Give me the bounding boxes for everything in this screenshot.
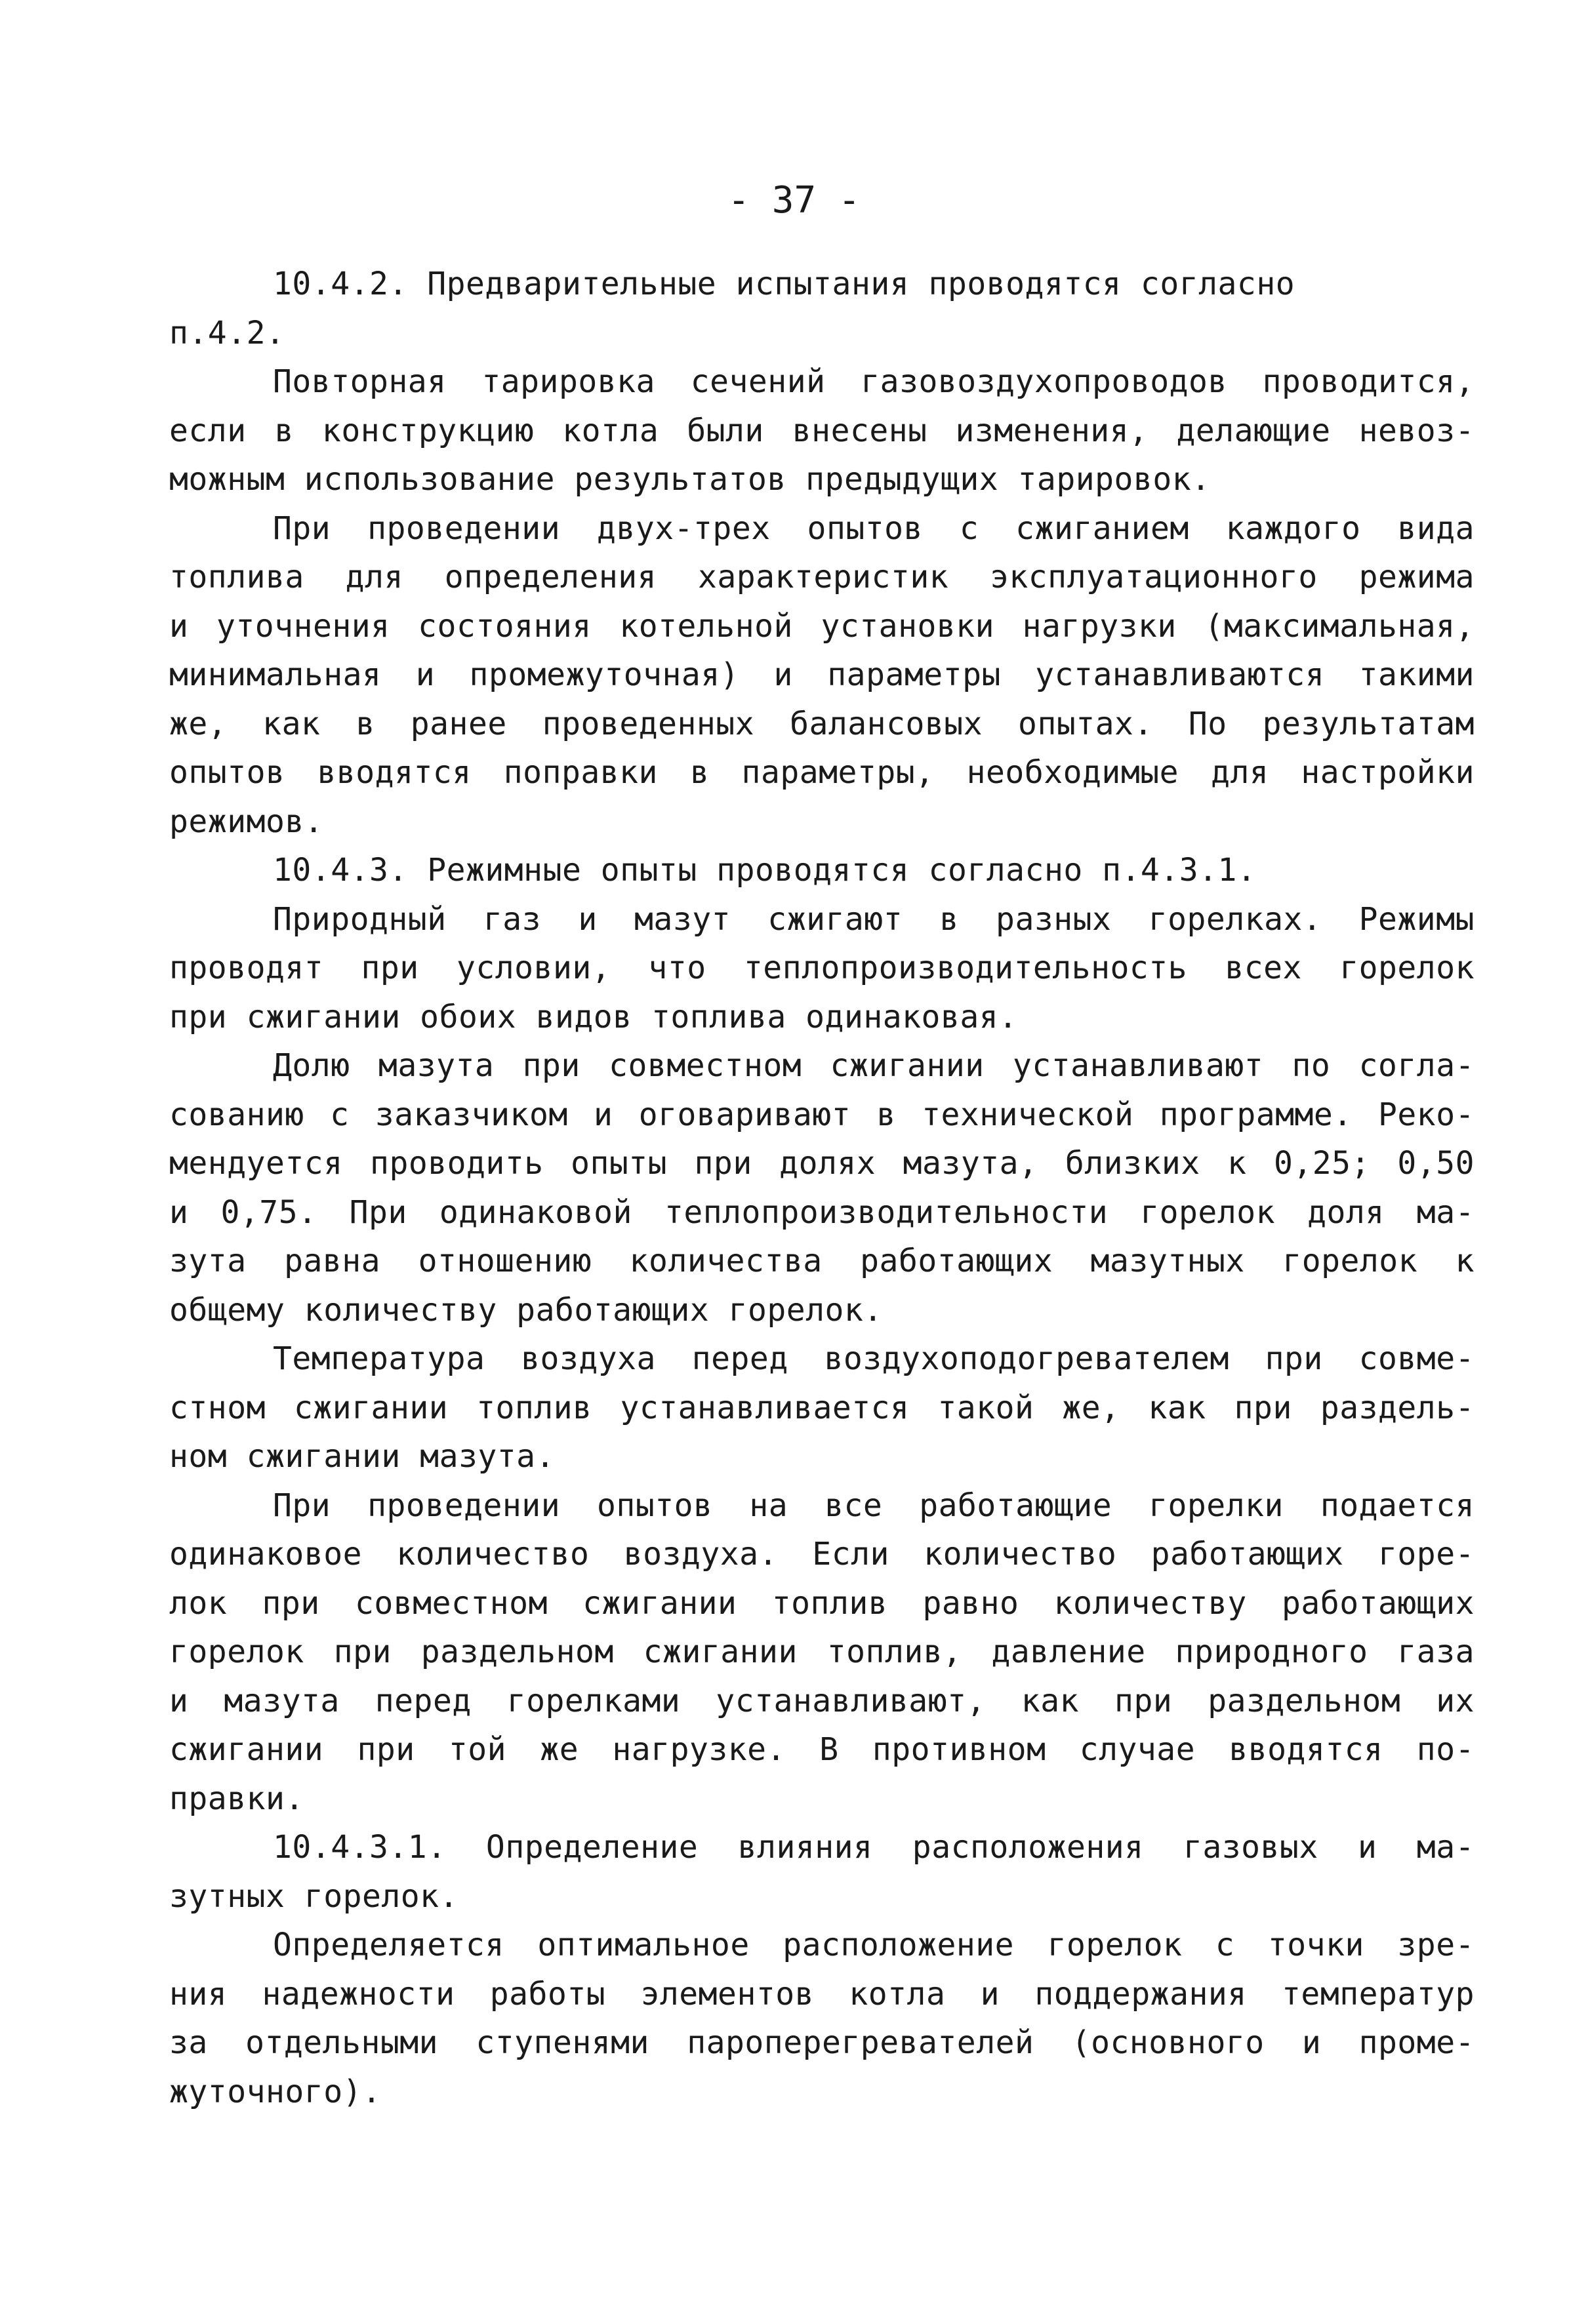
text-line: же, как в ранее проведенных балансовых опытах. По результатам bbox=[169, 705, 1475, 742]
text-line: лок при совместном сжигании топлив равно количеству работающих bbox=[169, 1584, 1475, 1622]
text-line: зутных горелок. bbox=[169, 1877, 458, 1915]
text-line: сжигании при той же нагрузке. В противном случае вводятся по- bbox=[169, 1731, 1475, 1768]
text-line: и мазута перед горелками устанавливают, как при раздельном их bbox=[169, 1682, 1475, 1719]
text-line: стном сжигании топлив устанавливается такой же, как при раздель- bbox=[169, 1389, 1475, 1426]
text-line: Природный газ и мазут сжигают в разных горелках. Режимы bbox=[273, 900, 1475, 938]
text-line: Повторная тарировка сечений газовоздухопроводов проводится, bbox=[273, 363, 1475, 400]
text-line: общему количеству работающих горелок. bbox=[169, 1291, 883, 1329]
text-line: 10.4.3.1. Определение влияния расположения газовых и ма- bbox=[273, 1829, 1475, 1866]
text-line: если в конструкцию котла были внесены изменения, делающие невоз- bbox=[169, 412, 1475, 449]
text-line: проводят при условии, что теплопроизводительность всех горелок bbox=[169, 950, 1475, 986]
text-line: горелок при раздельном сжигании топлив, давление природного газа bbox=[169, 1633, 1475, 1670]
text-line: можным использование результатов предыдущих тарировок. bbox=[169, 461, 1211, 498]
text-line: ном сжигании мазута. bbox=[169, 1438, 555, 1475]
text-line: режимов. bbox=[169, 803, 324, 840]
text-line: п.4.2. bbox=[169, 314, 285, 351]
text-line: опытов вводятся поправки в параметры, необходимые для настройки bbox=[169, 754, 1475, 791]
body-text bbox=[169, 260, 1475, 2116]
text-line: сованию с заказчиком и оговаривают в технической программе. Реко- bbox=[169, 1096, 1475, 1133]
text-line: 10.4.2. Предварительные испытания проводятся согласно bbox=[273, 266, 1295, 302]
page-number: - 37 - bbox=[727, 179, 861, 222]
text-line: правки. bbox=[169, 1780, 304, 1817]
text-line: мендуется проводить опыты при долях мазута, близких к 0,25; 0,50 bbox=[169, 1145, 1475, 1182]
text-line: 10.4.3. Режимные опыты проводятся согласно п.4.3.1. bbox=[273, 852, 1257, 889]
text-line: Определяется оптимальное расположение горелок с точки зре- bbox=[273, 1927, 1475, 1963]
text-line: При проведении опытов на все работающие горелки подается bbox=[273, 1487, 1475, 1524]
text-line: ния надежности работы элементов котла и поддержания температур bbox=[169, 1975, 1475, 2013]
text-line: топлива для определения характеристик эксплуатационного режима bbox=[169, 559, 1475, 595]
text-line: Температура воздуха перед воздухоподогревателем при совме- bbox=[273, 1340, 1475, 1377]
text-line: При проведении двух-трех опытов с сжиганием каждого вида bbox=[273, 510, 1475, 547]
text-line: при сжигании обоих видов топлива одинаковая. bbox=[169, 998, 1018, 1035]
text-line: Долю мазута при совместном сжигании устанавливают по согла- bbox=[273, 1047, 1475, 1084]
text-line: и 0,75. При одинаковой теплопроизводительности горелок доля ма- bbox=[169, 1193, 1475, 1231]
text-line: одинаковое количество воздуха. Если количество работающих горе- bbox=[169, 1536, 1475, 1573]
text-line: и уточнения состояния котельной установки нагрузки (максимальная, bbox=[169, 607, 1475, 645]
text-line: жуточного). bbox=[169, 2073, 382, 2110]
text-line: зута равна отношению количества работающих мазутных горелок к bbox=[169, 1243, 1475, 1279]
text-line: за отдельными ступенями пароперегревателей (основного и проме- bbox=[169, 2024, 1475, 2061]
text-line: минимальная и промежуточная) и параметры устанавливаются такими bbox=[169, 656, 1475, 693]
